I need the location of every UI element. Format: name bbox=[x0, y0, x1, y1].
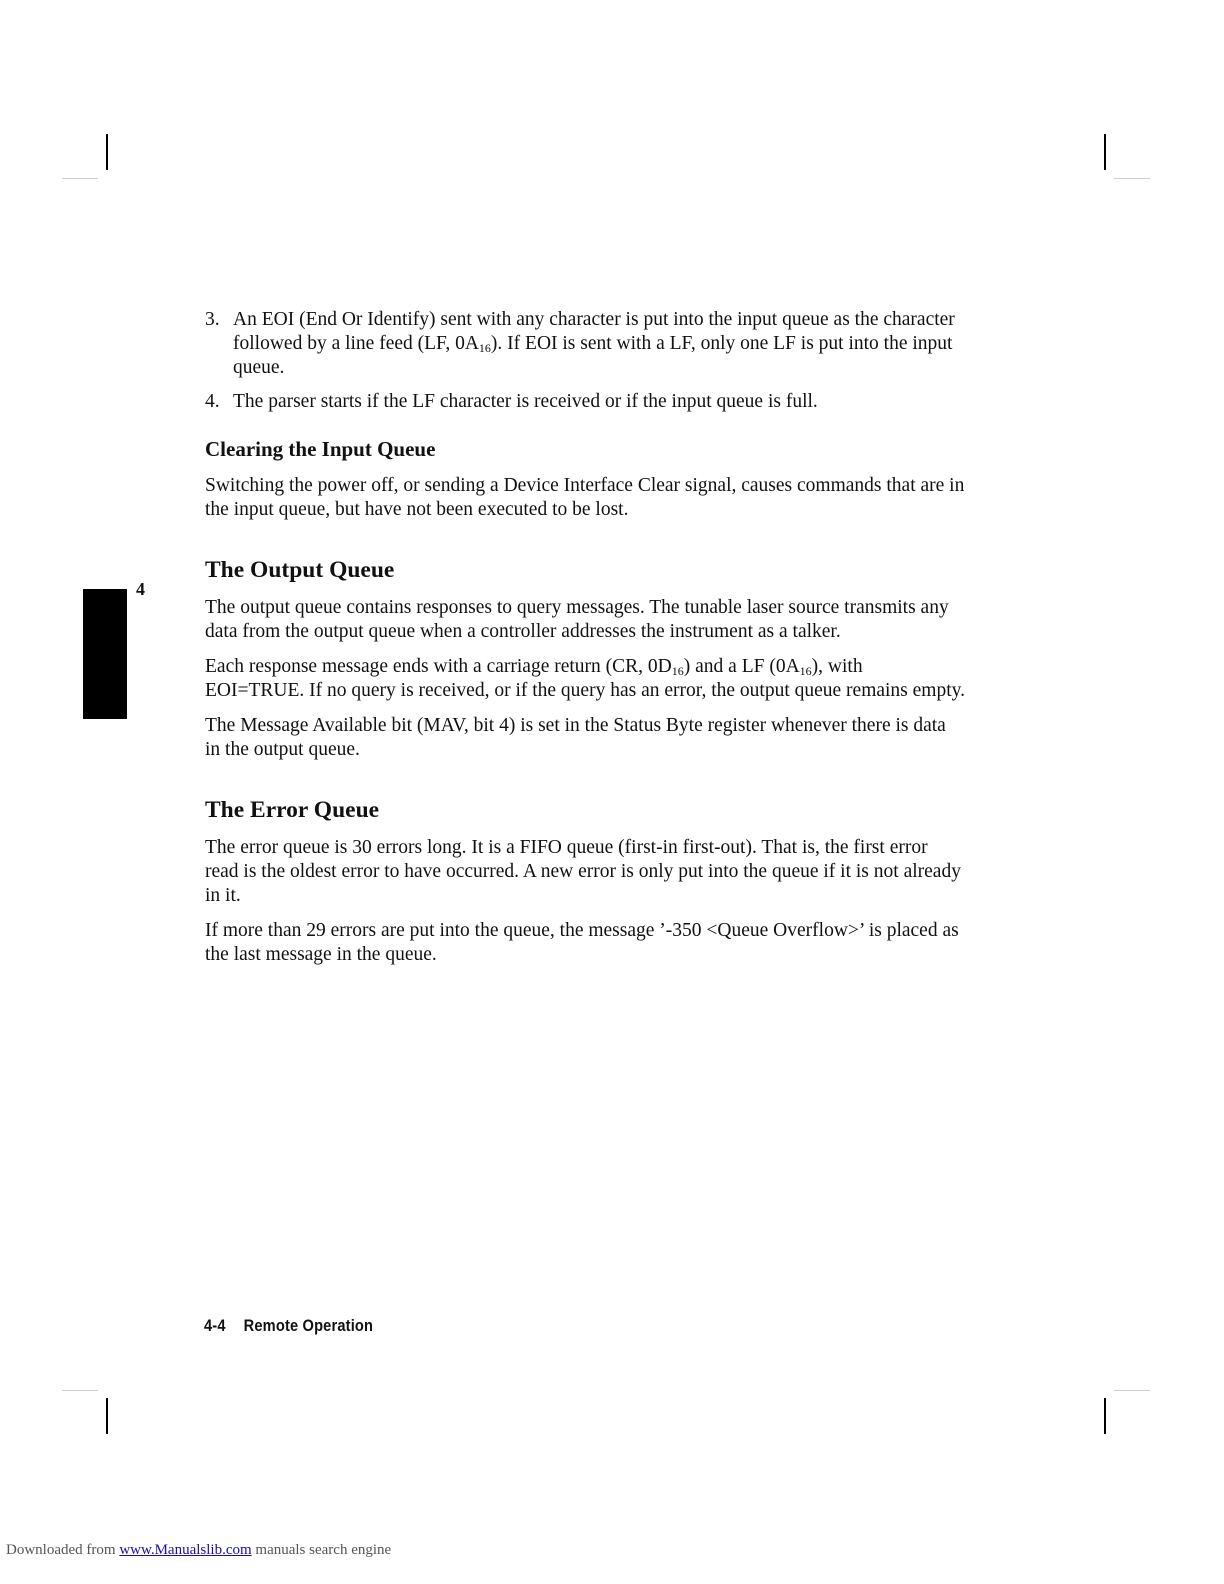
chapter-tab bbox=[83, 589, 127, 719]
paragraph: The Message Available bit (MAV, bit 4) is set in the Status Byte register whenever there is data in the output queue. bbox=[205, 715, 946, 760]
paragraph: If more than 29 errors are put into the queue, the message ’-350 <Queue Overflow>’ is placed as the last message in the queue. bbox=[205, 920, 959, 965]
crop-mark-top-right bbox=[1104, 134, 1106, 170]
paragraph: The output queue contains responses to query messages. The tunable laser source transmits any data from the output queue when a controller addresses the instrument as a talker. bbox=[205, 597, 949, 642]
chapter-title: Remote Operation bbox=[243, 1316, 374, 1335]
crop-mark-top-left bbox=[106, 134, 108, 170]
crop-mark-bottom-left bbox=[106, 1398, 108, 1434]
list-number: 3. bbox=[205, 309, 220, 330]
crop-line-top-right bbox=[1114, 178, 1150, 179]
download-notice: Downloaded from www.Manualslib.com manuals search engine bbox=[6, 1542, 392, 1558]
section-heading-output-queue: The Output Queue bbox=[205, 557, 395, 583]
paragraph: Each response message ends with a carriage return (CR, $0D_{16}$) and a LF $(0A_{16})$, with EOI=TRUE. If no query is received, or if the query has an error, the output queue remains empty. bbox=[205, 656, 965, 701]
crop-line-top-left bbox=[62, 178, 98, 179]
crop-line-bottom-right bbox=[1114, 1390, 1150, 1391]
section-heading-clearing-input-queue: Clearing the Input Queue bbox=[205, 437, 436, 461]
crop-line-bottom-left bbox=[62, 1390, 98, 1391]
list-item: 3. An EOI (End Or Identify) sent with any character is put into the input queue as the character followed by a line feed (LF, $0A_{16}$). If EOI is sent with a LF, only one LF is put into the input queue. bbox=[205, 309, 955, 378]
paragraph: The error queue is 30 errors long. It is a FIFO queue (first-in first-out). That is, the first error read is the oldest error to have occurred. A new error is only put into the queue if it is not already in it. bbox=[205, 837, 961, 906]
paragraph: Switching the power off, or sending a Device Interface Clear signal, causes commands that are in the input queue, but have not been executed to be lost. bbox=[205, 475, 965, 520]
list-item: 4. The parser starts if the LF character is received or if the input queue is full. bbox=[205, 391, 818, 412]
crop-mark-bottom-right bbox=[1104, 1398, 1106, 1434]
page-footer bbox=[204, 1316, 373, 1336]
page-number: 4-4 bbox=[204, 1316, 226, 1335]
page-content bbox=[205, 308, 965, 978]
chapter-number: 4 bbox=[136, 579, 145, 599]
manualslib-link[interactable]: www.Manualslib.com bbox=[119, 1542, 252, 1558]
list-number: 4. bbox=[205, 391, 220, 412]
section-heading-error-queue: The Error Queue bbox=[205, 797, 380, 823]
